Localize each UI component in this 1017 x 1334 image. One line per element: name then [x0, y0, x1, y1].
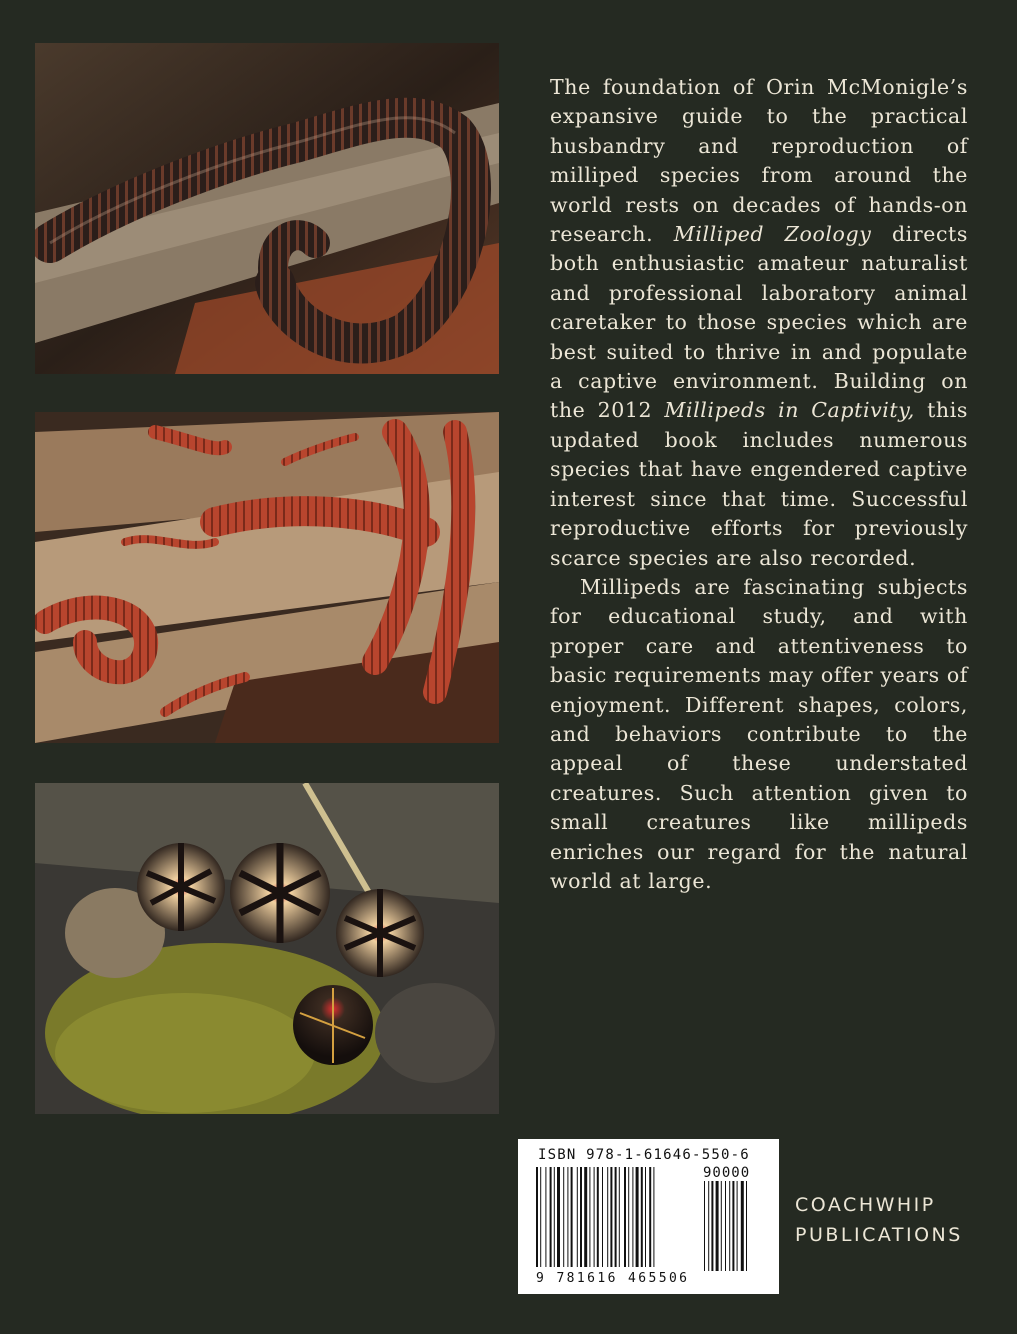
- book-title: Millipeds in Captivity,: [664, 398, 915, 423]
- publisher-line-2: PUBLICATIONS: [795, 1224, 963, 1246]
- publisher-line-1: COACHWHIP: [795, 1194, 936, 1216]
- publisher-imprint: [795, 1190, 963, 1250]
- price-addon: 90000: [703, 1165, 751, 1181]
- pill-millipedes-icon: [35, 783, 499, 1114]
- blurb-text: The foundation of Orin McMonigle’s expansive guide to the practical husbandry and reproduction of milliped species from around the world rests on decades of hands-on research.: [550, 75, 968, 247]
- back-cover-blurb: [550, 73, 968, 896]
- red-millipedes-icon: [35, 412, 499, 743]
- isbn-number: ISBN 978-1-61646-550-6: [538, 1147, 750, 1163]
- ean-digits: 9 781616 465506: [536, 1271, 690, 1286]
- photo-red-millipedes: [35, 412, 499, 743]
- blurb-paragraph-2: Millipeds are fascinating subjects for educational study, and with proper care and attentiveness to basic requirements may offer years of enjoyment. Different shapes, colors, and behaviors contribute to the appeal of these understated creatures. Such attention given to small creatures like millipeds enriches our regard for the natural world at large.: [550, 574, 968, 893]
- blurb-paragraph-1: [550, 73, 968, 573]
- barcode-label: [518, 1139, 779, 1294]
- blurb-text: directs both enthusiastic amateur naturalist and professional laboratory animal caretaker to those species which are best suited to thrive in and populate a captive environment. Building on the 2012: [550, 222, 969, 423]
- book-title: Milliped Zoology: [673, 222, 872, 247]
- barcode-icon: [532, 1167, 772, 1277]
- large-dark-millipede-icon: [35, 43, 499, 374]
- photo-large-dark-millipede: [35, 43, 499, 374]
- photo-pill-millipedes: [35, 783, 499, 1114]
- blurb-text: this updated book includes numerous species that have engendered captive interest since that time. Successful reproductive efforts for previously scarce species are also recorded.: [550, 398, 968, 570]
